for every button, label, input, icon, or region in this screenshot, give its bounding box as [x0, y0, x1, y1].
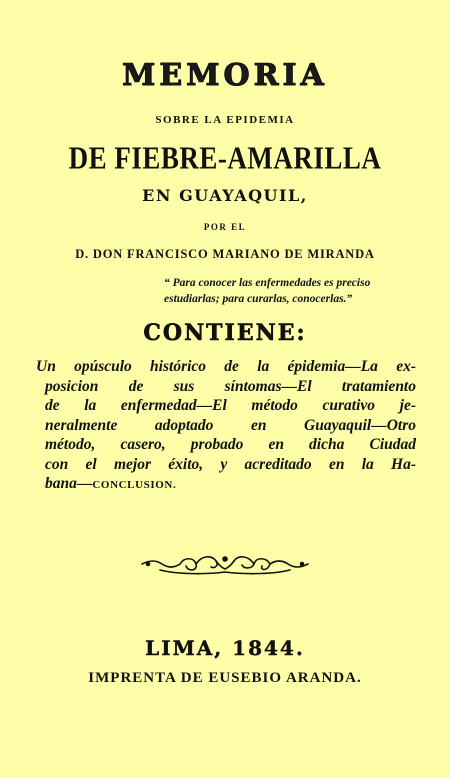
document-title: MEMORIA [122, 58, 328, 93]
author-name: D. DON FRANCISCO MARIANO DE MIRANDA [75, 247, 375, 261]
contents-line: posicion de sus síntomas—El tratamiento [45, 377, 416, 395]
imprint-place-date: LIMA, 1844. [145, 636, 305, 660]
contents-line-final [36, 474, 416, 496]
printer-name: IMPRENTA DE EUSEBIO ARANDA. [88, 670, 362, 686]
contents-line: método, casero, probado en dicha Ciudad [45, 436, 416, 453]
epigraph [164, 275, 424, 307]
decorative-flourish-icon [140, 551, 310, 577]
contents-paragraph [36, 357, 416, 496]
contents-line: Un opúsculo histórico de la épidemia—La ex- [36, 358, 416, 375]
conclusion-label: CONCLUSION. [92, 479, 177, 491]
contents-line: bana— [45, 475, 93, 492]
place-line: EN GUAYAQUIL, [142, 186, 308, 205]
contents-heading: CONTIENE: [143, 320, 307, 346]
main-title: DE FIEBRE-AMARILLA [68, 140, 382, 176]
by-line: POR EL [203, 222, 247, 232]
contents-line: con el mejor éxito, y acreditado en la Ha- [45, 455, 416, 473]
epigraph-line-1: “ Para conocer las enfermedades es preciso [164, 277, 371, 289]
contents-line: neralmente adoptado en Guayaquil—Otro [45, 416, 416, 434]
document-subtitle: SOBRE LA EPIDEMIA [155, 114, 295, 126]
epigraph-line-2: estudiarlas; para curarlas, conocerlas.” [164, 293, 353, 305]
contents-line: de la enfermedad—El método curativo je- [45, 397, 416, 414]
